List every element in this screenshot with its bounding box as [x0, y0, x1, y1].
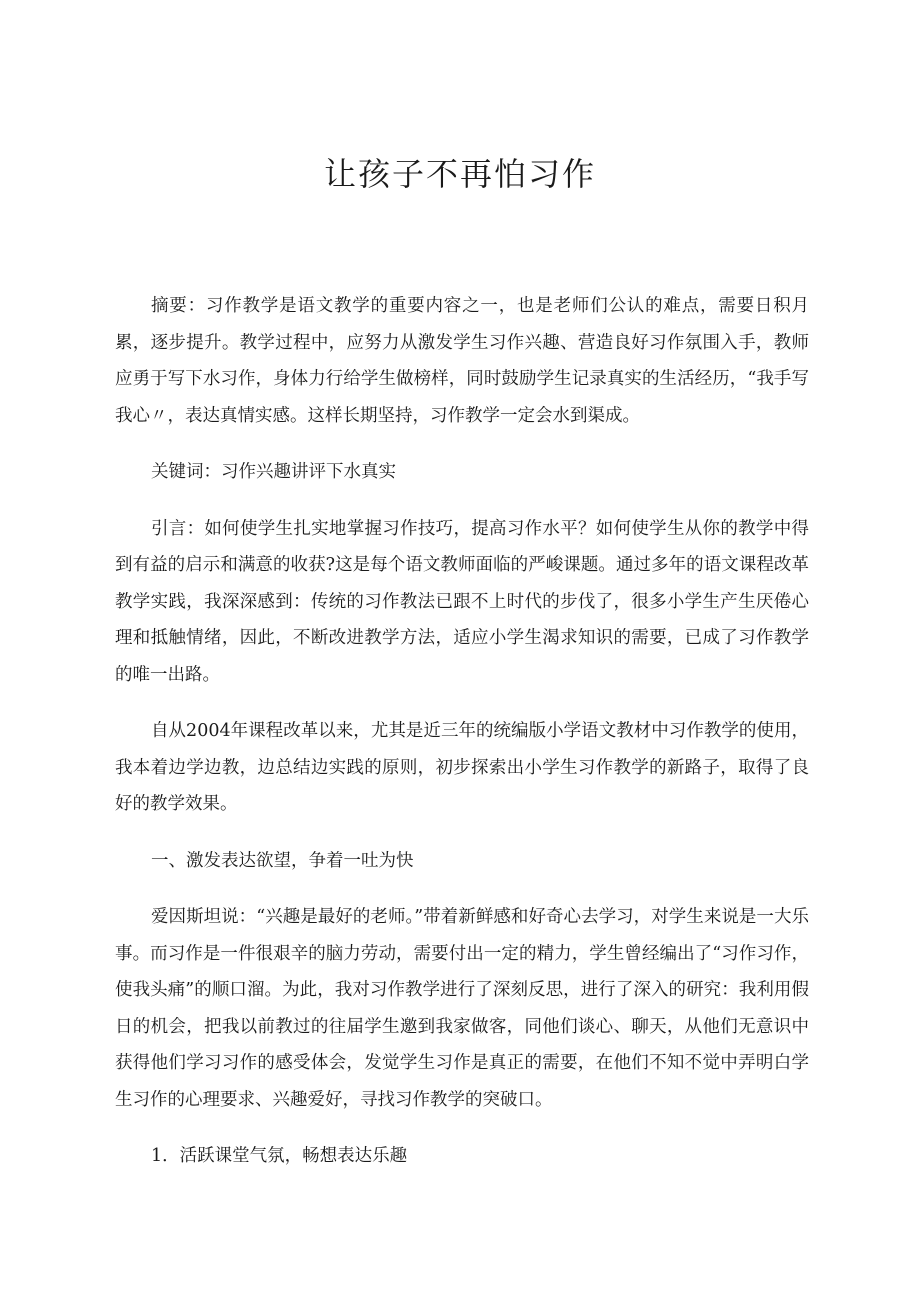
background-paragraph: 自从2004年课程改革以来，尤其是近三年的统编版小学语文教材中习作教学的使用，我本着边学边教，边总结边实践的原则，初步探索出小学生习作教学的新路子，取得了良好的教学效果。	[115, 721, 809, 814]
keywords-paragraph: 关键词：习作兴趣讲评下水真实	[151, 462, 396, 482]
abstract-paragraph: 摘要：习作教学是语文教学的重要内容之一，也是老师们公认的难点，需要日积月累，逐步提升。教学过程中，应努力从激发学生习作兴趣、营造良好习作氛围入手，教师应勇于写下水习作，身体力行给学生做榜样，同时鼓励学生记录真实的生活经历，“我手写我心〃，表达真情实感。这样长期坚持，习作教学一定会水到渠成。	[115, 296, 809, 426]
document-body	[115, 288, 809, 1195]
introduction-paragraph: 引言：如何使学生扎实地掌握习作技巧，提高习作水平？如何使学生从你的教学中得到有益的启示和满意的收获?这是每个语文教师面临的严峻课题。通过多年的语文课程改革教学实践，我深深感到：传统的习作教法已跟不上时代的步伐了，很多小学生产生厌倦心理和抵触情绪，因此，不断改进教学方法，适应小学生渴求知识的需要，已成了习作教学的唯一出路。	[115, 518, 809, 685]
subsection-heading-1: 1．活跃课堂气氛，畅想表达乐趣	[151, 1146, 408, 1166]
document-title: 让孩子不再怕习作	[323, 155, 596, 193]
section-heading-1: 一、激发表达欲望，争着一吐为快	[151, 850, 414, 871]
body-paragraph: 爱因斯坦说：“兴趣是最好的老师。”带着新鲜感和好奇心去学习，对学生来说是一大乐事。而习作是一件很艰辛的脑力劳动，需要付出一定的精力，学生曾经编出了“习作习作，使我头痛”的顺口溜。为此，我对习作教学进行了深刻反思，进行了深入的研究：我利用假日的机会，把我以前教过的往届学生邀到我家做客，同他们谈心、聊天，从他们无意识中获得他们学习习作的感受体会，发觉学生习作是真正的需要，在他们不知不觉中弄明白学生习作的心理要求、兴趣爱好，寻找习作教学的突破口。	[115, 907, 809, 1110]
